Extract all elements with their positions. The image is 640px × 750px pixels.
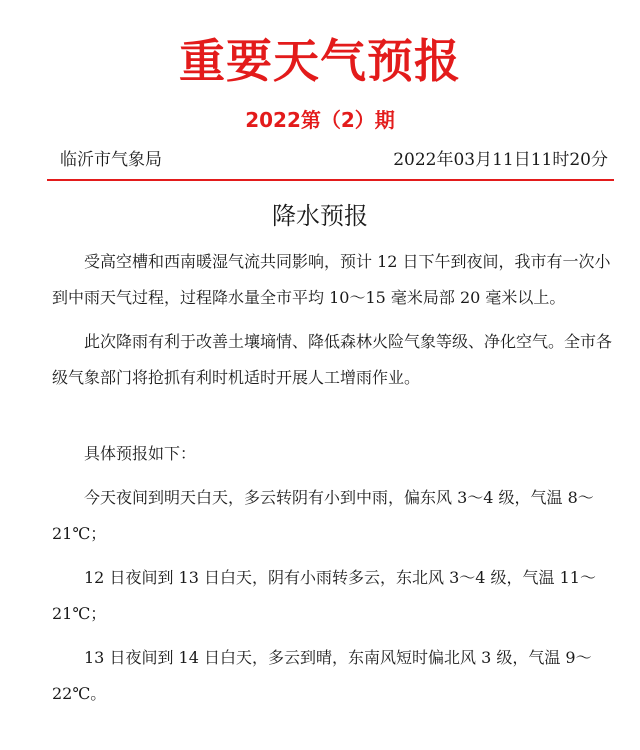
forecast-item: 13 日夜间到 14 日白天，多云到晴，东南风短时偏北风 3 级，气温 9～22℃。 [52,648,592,703]
header-divider [47,179,614,181]
forecast-item: 今天夜间到明天白天，多云转阴有小到中雨，偏东风 3～4 级，气温 8～21℃； [52,488,594,543]
paragraph: 此次降雨有利于改善土壤墒情、降低森林火险气象等级、净化空气。全市各级气象部门将抢抓有利时机适时开展人工增雨作业。 [52,332,613,387]
forecast-item: 12 日夜间到 13 日白天，阴有小雨转多云，东北风 3～4 级，气温 11～21℃； [52,568,596,623]
document-body [52,244,612,712]
issue-datetime: 2022年03月11日11时20分 [393,150,608,170]
document-title: 重要天气预报 [179,34,461,88]
issue-number: 2022第（2）期 [245,108,395,132]
meta-row [52,146,608,174]
section-title: 降水预报 [272,202,368,230]
forecast-intro: 具体预报如下： [84,444,197,463]
issuer-name: 临沂市气象局 [60,150,162,170]
paragraph: 受高空槽和西南暖湿气流共同影响，预计 12 日下午到夜间，我市有一次小到中雨天气过程，过程降水量全市平均 10～15 毫米局部 20 毫米以上。 [52,252,611,307]
